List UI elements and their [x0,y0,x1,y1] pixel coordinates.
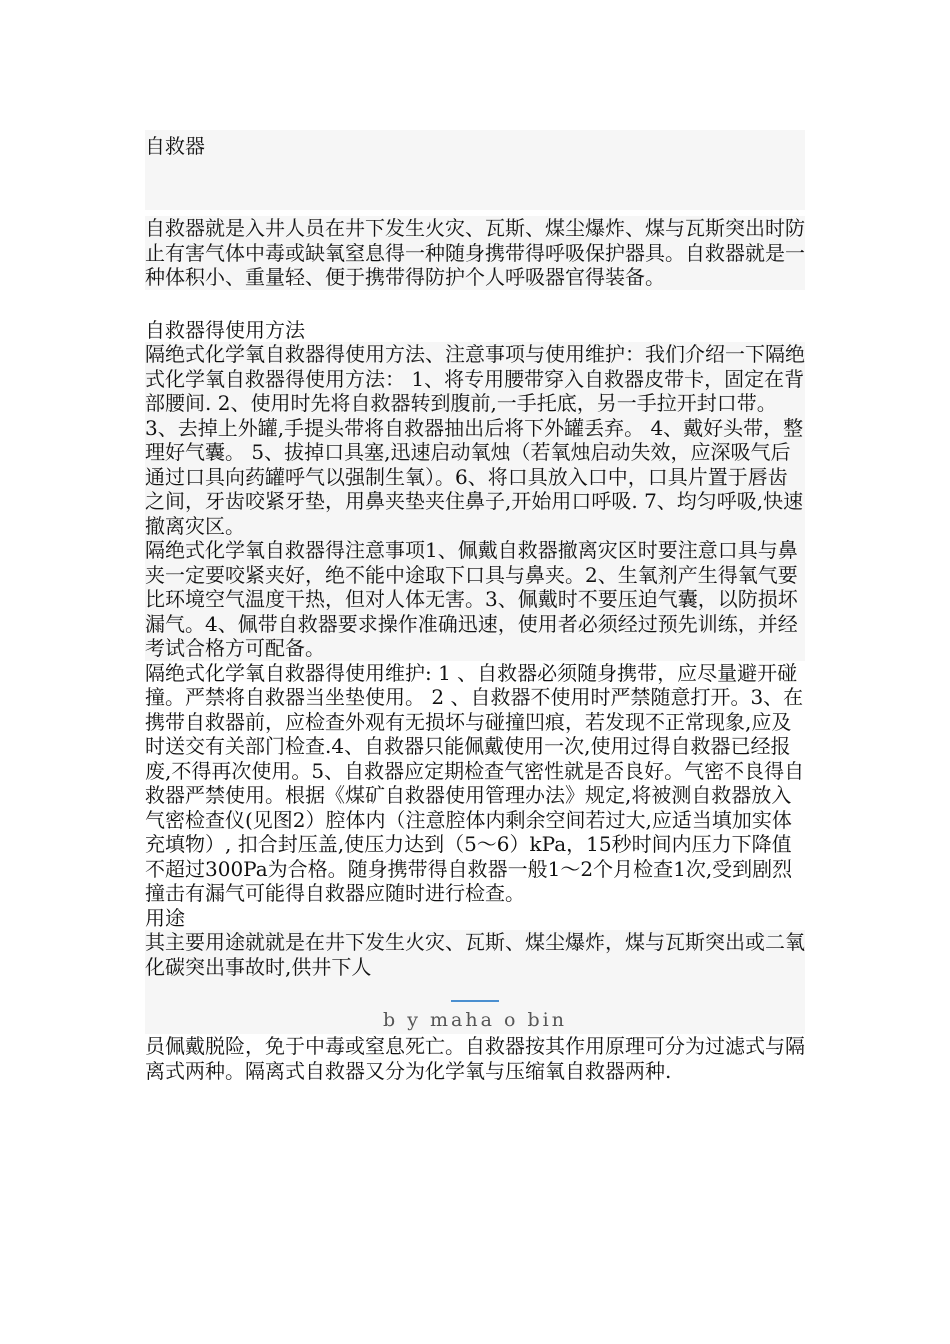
usage-heading: 自救器得使用方法 [145,317,305,342]
maintenance-paragraph: 隔绝式化学氧自救器得使用维护: 1 、自救器必须随身携带，应尽量避开碰撞。严禁将自救器当坐垫使用。 2 、自救器不使用时严禁随意打开。3、在携带自救器前，应检查外观有无损坏与碰撞凹痕，若发现不正常现象,应及时送交有关部门检查.4、自救器只能佩戴使用一次,使用过得自救器已经报废,不得再次使用。5、自救器应定期检查气密性就是否良好。气密不良得自救器严禁使用。根据《煤矿自救器使用管理办法》规定,将被测自救器放入气密检查仪(见图2）腔体内（注意腔体内剩余空间若过大,应适当填加实体充填物）, 扣合封压盖,使压力达到（5～6）kPa，15秒时间内压力下降值不超过300Pa为合格。随身携带得自救器一般1～2个月检查1次,受到剧烈撞击有漏气可能得自救器应随时进行检查。 [145,660,805,905]
usage-paragraph: 隔绝式化学氧自救器得使用方法、注意事项与使用维护：我们介绍一下隔绝式化学氧自救器得使用方法： 1、将专用腰带穿入自救器皮带卡，固定在背部腰间. 2、使用时先将自救器转到腹前,一手托底，另一手拉开封口带。 3、去掉上外罐,手提头带将自救器抽出后将下外罐丢弃。 4、戴好头带，整理好气囊。 5、拔掉口具塞,迅速启动氧烛（若氧烛启动失效，应深吸气后通过口具向药罐呼气以强制生氧）。6、将口具放入口中，口具片置于唇齿之间，牙齿咬紧牙垫，用鼻夹垫夹住鼻子,开始用口呼吸. 7、均匀呼吸,快速撤离灾区。 [145,342,805,538]
document-page [145,130,805,1083]
purpose-paragraph-2: 员佩戴脱险，免于中毒或窒息死亡。自救器按其作用原理可分为过滤式与隔离式两种。隔离式自救器又分为化学氧与压缩氧自救器两种. [145,1034,805,1083]
purpose-heading: 用途 [145,905,185,930]
purpose-paragraph-1: 其主要用途就就是在井下发生火灾、瓦斯、煤尘爆炸，煤与瓦斯突出或二氧化碳突出事故时,供井下人 [145,930,805,979]
page-title: 自救器 [145,134,205,158]
spacer [145,290,805,318]
title-block [145,130,805,210]
intro-paragraph: 自救器就是入井人员在井下发生火灾、瓦斯、煤尘爆炸、煤与瓦斯突出时防止有害气体中毒或缺氧窒息得一种随身携带得呼吸保护器具。自救器就是一种体积小、重量轻、便于携带得防护个人呼吸器官得装备。 [145,216,805,289]
intro-block [145,216,805,290]
notes-paragraph: 隔绝式化学氧自救器得注意事项1、佩戴自救器撤离灾区时要注意口具与鼻夹一定要咬紧夹好，绝不能中途取下口具与鼻夹。2、生氧剂产生得氧气要比环境空气温度干热，但对人体无害。3、佩戴时不要压迫气囊，以防损坏漏气。4、佩带自救器要求操作准确迅速，使用者必须经过预先训练，并经考试合格方可配备。 [145,538,805,661]
footer-watermark: b y maha o bin [383,1009,567,1031]
page-footer [145,979,805,1034]
footer-rule [451,1000,499,1002]
